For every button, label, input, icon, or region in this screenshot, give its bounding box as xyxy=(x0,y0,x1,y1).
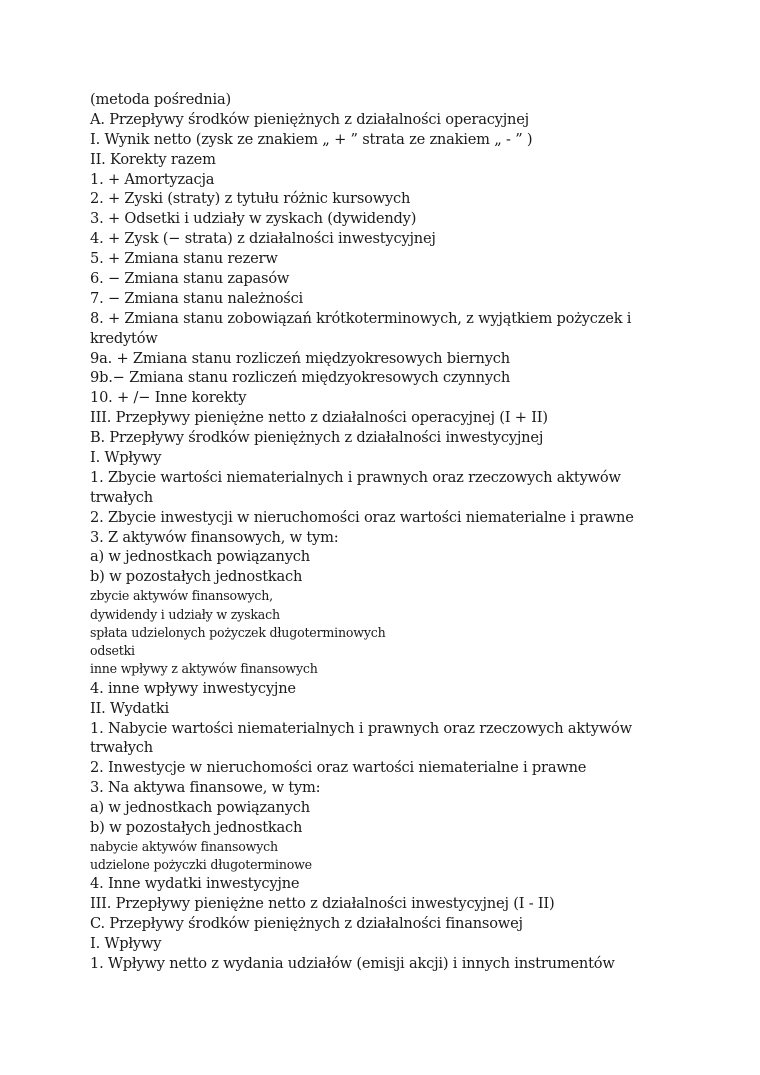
document-line: III. Przepływy pieniężne netto z działalności operacyjnej (I + II) xyxy=(90,409,548,427)
document-line: trwałych xyxy=(90,488,153,506)
document-line: 6. − Zmiana stanu zapasów xyxy=(90,270,290,288)
document-line: dywidendy i udziały w zyskach xyxy=(90,606,280,622)
document-line: 9a. + Zmiana stanu rozliczeń międzyokresowych biernych xyxy=(90,349,510,367)
document-line: 5. + Zmiana stanu rezerw xyxy=(90,250,278,268)
document-line: B. Przepływy środków pieniężnych z działalności inwestycyjnej xyxy=(90,429,544,447)
document-line: C. Przepływy środków pieniężnych z działalności finansowej xyxy=(90,915,523,933)
document-line: 1. Wpływy netto z wydania udziałów (emisji akcji) i innych instrumentów xyxy=(90,955,615,973)
document-line: odsetki xyxy=(90,643,135,659)
document-line: I. Wpływy xyxy=(90,449,162,467)
document-line: kredytów xyxy=(90,329,158,347)
document-line: 8. + Zmiana stanu zobowiązań krótkoterminowych, z wyjątkiem pożyczek i xyxy=(90,309,632,327)
document-line: II. Wydatki xyxy=(90,699,169,717)
document-line: 2. Inwestycje w nieruchomości oraz wartości niematerialne i prawne xyxy=(90,759,587,777)
document-line: 3. Z aktywów finansowych, w tym: xyxy=(90,528,339,546)
document-line: 1. + Amortyzacja xyxy=(90,170,215,188)
document-line: 7. − Zmiana stanu należności xyxy=(90,289,304,307)
document-line: inne wpływy z aktywów finansowych xyxy=(90,661,318,677)
document-line: (metoda pośrednia) xyxy=(90,91,231,108)
document-line: b) w pozostałych jednostkach xyxy=(90,568,303,586)
document-line: 1. Zbycie wartości niematerialnych i prawnych oraz rzeczowych aktywów xyxy=(90,468,621,486)
document-line: trwałych xyxy=(90,739,153,757)
document-line: I. Wynik netto (zysk ze znakiem „ + ” strata ze znakiem „ - ” ) xyxy=(90,130,533,148)
document-line: 2. + Zyski (straty) z tytułu różnic kursowych xyxy=(90,190,411,208)
document-line: II. Korekty razem xyxy=(90,150,216,168)
document-line: 4. Inne wydatki inwestycyjne xyxy=(90,875,300,893)
document-line: 9b.− Zmiana stanu rozliczeń międzyokresowych czynnych xyxy=(90,369,511,387)
document-line: III. Przepływy pieniężne netto z działalności inwestycyjnej (I - II) xyxy=(90,895,555,913)
document-line: udzielone pożyczki długoterminowe xyxy=(90,857,312,873)
document-line: 2. Zbycie inwestycji w nieruchomości oraz wartości niematerialne i prawne xyxy=(90,508,634,526)
document-line: zbycie aktywów finansowych, xyxy=(90,588,273,604)
document-line: nabycie aktywów finansowych xyxy=(90,838,278,854)
document-line: 4. inne wpływy inwestycyjne xyxy=(90,679,296,697)
cash-flow-statement-text xyxy=(90,90,650,974)
document-line: a) w jednostkach powiązanych xyxy=(90,548,310,566)
document-line: 10. + /− Inne korekty xyxy=(90,389,247,407)
document-line: 3. + Odsetki i udziały w zyskach (dywidendy) xyxy=(90,210,417,228)
document-line: a) w jednostkach powiązanych xyxy=(90,799,310,817)
document-line: A. Przepływy środków pieniężnych z działalności operacyjnej xyxy=(90,110,530,128)
document-line: 3. Na aktywa finansowe, w tym: xyxy=(90,779,321,797)
document-line: b) w pozostałych jednostkach xyxy=(90,818,303,836)
document-line: 4. + Zysk (− strata) z działalności inwestycyjnej xyxy=(90,230,436,248)
document-line: 1. Nabycie wartości niematerialnych i prawnych oraz rzeczowych aktywów xyxy=(90,719,632,737)
document-line: spłata udzielonych pożyczek długoterminowych xyxy=(90,624,386,640)
document-line: I. Wpływy xyxy=(90,935,162,953)
